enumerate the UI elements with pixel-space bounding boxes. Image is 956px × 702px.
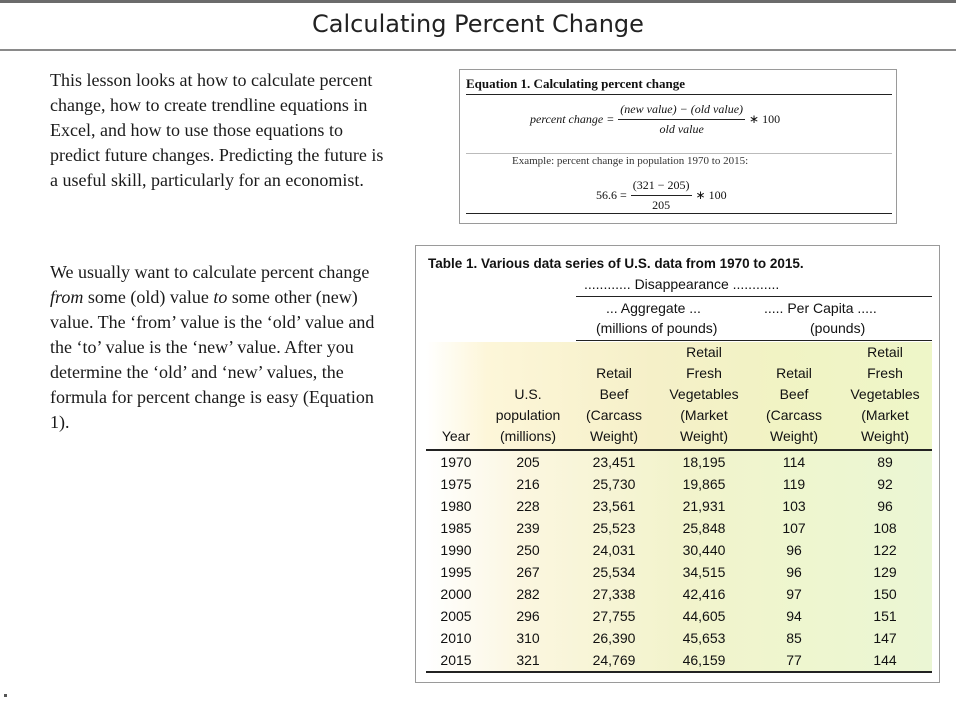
table-cell: 42,416 — [682, 586, 726, 602]
table-cell: 1975 — [440, 476, 472, 492]
example-numerator: (321 − 205) — [631, 178, 692, 196]
table-cell: 1985 — [440, 520, 472, 536]
equation-multiplier: ∗ 100 — [749, 112, 781, 126]
equation-box — [459, 69, 897, 224]
table-body — [426, 450, 932, 672]
table-row — [426, 649, 932, 672]
table-cell: 24,031 — [592, 542, 636, 558]
table-cell: 296 — [516, 608, 540, 624]
group-rule-bottom — [576, 340, 932, 341]
column-header-line: Vegetables — [669, 386, 739, 402]
column-header-line: Fresh — [686, 365, 722, 381]
example-label: Example: percent change in population 1970 to 2015: — [512, 155, 749, 167]
table-row — [426, 627, 932, 649]
column-header-line: (millions) — [500, 428, 556, 444]
column-header-5 — [838, 342, 932, 450]
table-cell: 96 — [786, 542, 802, 558]
table-cell: 310 — [516, 630, 540, 646]
column-header-3 — [658, 342, 750, 450]
table-cell: 119 — [782, 476, 806, 492]
intro-paragraph: This lesson looks at how to calculate percent change, how to create trendline equations in Excel, and how to use those equations to predict future changes. Predicting the future is a useful skill, particularly for an economist. — [50, 70, 384, 190]
table-cell: 21,931 — [682, 498, 726, 514]
data-table — [426, 342, 932, 673]
column-header-line: Weight) — [770, 428, 818, 444]
table-cell: 2000 — [440, 586, 472, 602]
equation-title: Equation 1. Calculating percent change — [466, 76, 685, 91]
table-cell: 108 — [873, 520, 897, 536]
group-rule — [576, 296, 932, 297]
table-cell: 25,534 — [592, 564, 636, 580]
column-header-line: (Carcass — [765, 407, 822, 423]
explanation-paragraph — [50, 260, 395, 435]
table-row — [426, 450, 932, 473]
table-cell: 122 — [873, 542, 897, 558]
equation-denominator: old value — [659, 122, 704, 136]
table-cell: 96 — [786, 564, 802, 580]
column-header-line: Retail — [776, 365, 812, 381]
column-header-1 — [486, 342, 570, 450]
table-title: Table 1. Various data series of U.S. data from 1970 to 2015. — [428, 256, 804, 271]
equation-rule-mid — [466, 153, 892, 154]
column-header-line: (Market — [861, 407, 909, 423]
table-row — [426, 583, 932, 605]
table-row — [426, 539, 932, 561]
example-multiplier: ∗ 100 — [695, 188, 727, 202]
table-cell: 45,653 — [682, 630, 726, 646]
table-cell: 205 — [516, 454, 540, 470]
table-cell: 34,515 — [682, 564, 726, 580]
table-cell: 96 — [877, 498, 893, 514]
table-cell: 85 — [786, 630, 802, 646]
equation-rule-bottom — [466, 213, 892, 214]
table-cell: 18,195 — [682, 454, 726, 470]
table-row — [426, 495, 932, 517]
para2-text-a: We usually want to calculate percent change — [50, 262, 370, 282]
column-header-line: Weight) — [680, 428, 728, 444]
column-header-line: Retail — [686, 344, 722, 360]
table-cell: 25,730 — [592, 476, 636, 492]
table-cell: 2010 — [440, 630, 472, 646]
column-header-line: Beef — [779, 386, 809, 402]
table-cell: 25,523 — [592, 520, 636, 536]
table-cell: 150 — [873, 586, 897, 602]
column-header-line: U.S. — [514, 386, 542, 402]
column-header-line: Retail — [596, 365, 632, 381]
column-header-line: Weight) — [861, 428, 909, 444]
table-cell: 216 — [516, 476, 540, 492]
group-disappearance: ............ Disappearance ............ — [584, 276, 780, 292]
table-cell: 114 — [782, 454, 806, 470]
table-cell: 129 — [873, 564, 897, 580]
table-cell: 27,338 — [592, 586, 636, 602]
table-cell: 282 — [516, 586, 540, 602]
table-row — [426, 473, 932, 495]
table-cell: 144 — [838, 649, 932, 672]
example-lhs: 56.6 = — [596, 188, 627, 202]
table-row — [426, 561, 932, 583]
example-fraction — [631, 178, 692, 213]
equation-formula — [530, 102, 780, 137]
group-aggregate-unit: (millions of pounds) — [596, 320, 718, 336]
equation-numerator: (new value) − (old value) — [618, 102, 745, 120]
table-cell: 19,865 — [682, 476, 726, 492]
table-cell: 25,848 — [682, 520, 726, 536]
table-cell: 24,769 — [570, 649, 658, 672]
table-cell: 2005 — [440, 608, 472, 624]
corner-dot — [4, 694, 7, 697]
table-cell: 26,390 — [592, 630, 636, 646]
table-cell: 30,440 — [682, 542, 726, 558]
column-header-2 — [570, 342, 658, 450]
equation-lhs: percent change = — [530, 112, 615, 126]
table-cell: 267 — [516, 564, 540, 580]
table-cell: 23,451 — [592, 454, 636, 470]
table-cell: 147 — [873, 630, 897, 646]
table-cell: 89 — [877, 454, 893, 470]
equation-fraction — [618, 102, 745, 137]
table-cell: 1995 — [440, 564, 472, 580]
table-cell: 92 — [877, 476, 893, 492]
slide-title: Calculating Percent Change — [312, 10, 644, 38]
column-header-line: Weight) — [590, 428, 638, 444]
column-header-line: Beef — [599, 386, 629, 402]
column-header-line: Retail — [867, 344, 903, 360]
table-cell: 239 — [516, 520, 540, 536]
table-cell: 97 — [786, 586, 802, 602]
example-formula — [596, 178, 727, 213]
table-cell: 27,755 — [592, 608, 636, 624]
column-header-line: (Market — [680, 407, 728, 423]
table-cell: 250 — [516, 542, 540, 558]
table-cell: 107 — [782, 520, 806, 536]
column-header-line: Year — [441, 428, 471, 444]
column-header-line: population — [495, 407, 561, 423]
table-cell: 228 — [516, 498, 540, 514]
column-header-line: (Carcass — [585, 407, 642, 423]
equation-rule-top — [466, 94, 892, 95]
table-cell: 1990 — [440, 542, 472, 558]
top-border — [0, 0, 956, 3]
table-cell: 321 — [486, 649, 570, 672]
group-percapita: ..... Per Capita ..... — [764, 300, 877, 316]
table-cell: 23,561 — [592, 498, 636, 514]
column-header-line: Vegetables — [850, 386, 920, 402]
column-header-0 — [426, 342, 486, 450]
table-cell: 44,605 — [682, 608, 726, 624]
title-divider — [0, 49, 956, 51]
table-cell: 77 — [750, 649, 838, 672]
table-cell: 1980 — [440, 498, 472, 514]
group-percapita-unit: (pounds) — [810, 320, 866, 336]
para2-from: from — [50, 287, 84, 307]
table-header-row — [426, 342, 932, 450]
table-box — [415, 245, 940, 683]
table-cell: 46,159 — [658, 649, 750, 672]
table-cell: 94 — [786, 608, 802, 624]
table-cell: 151 — [873, 608, 897, 624]
para2-text-b: some (old) value — [83, 287, 214, 307]
para2-text-c: some other (new) value. The ‘from’ value is the ‘old’ value and the ‘to’ value is the ‘new’ value. After you determine the ‘old’ and ‘new’ values, the formula for percent change is easy (Equation 1). — [50, 287, 375, 432]
example-denominator: 205 — [652, 198, 671, 212]
table-cell: 1970 — [440, 454, 472, 470]
group-aggregate: ... Aggregate ... — [606, 300, 701, 316]
table-row — [426, 517, 932, 539]
column-header-line: Fresh — [867, 365, 903, 381]
para2-to: to — [213, 287, 228, 307]
table-row — [426, 605, 932, 627]
column-header-4 — [750, 342, 838, 450]
table-cell: 103 — [782, 498, 806, 514]
table-cell: 2015 — [426, 649, 486, 672]
